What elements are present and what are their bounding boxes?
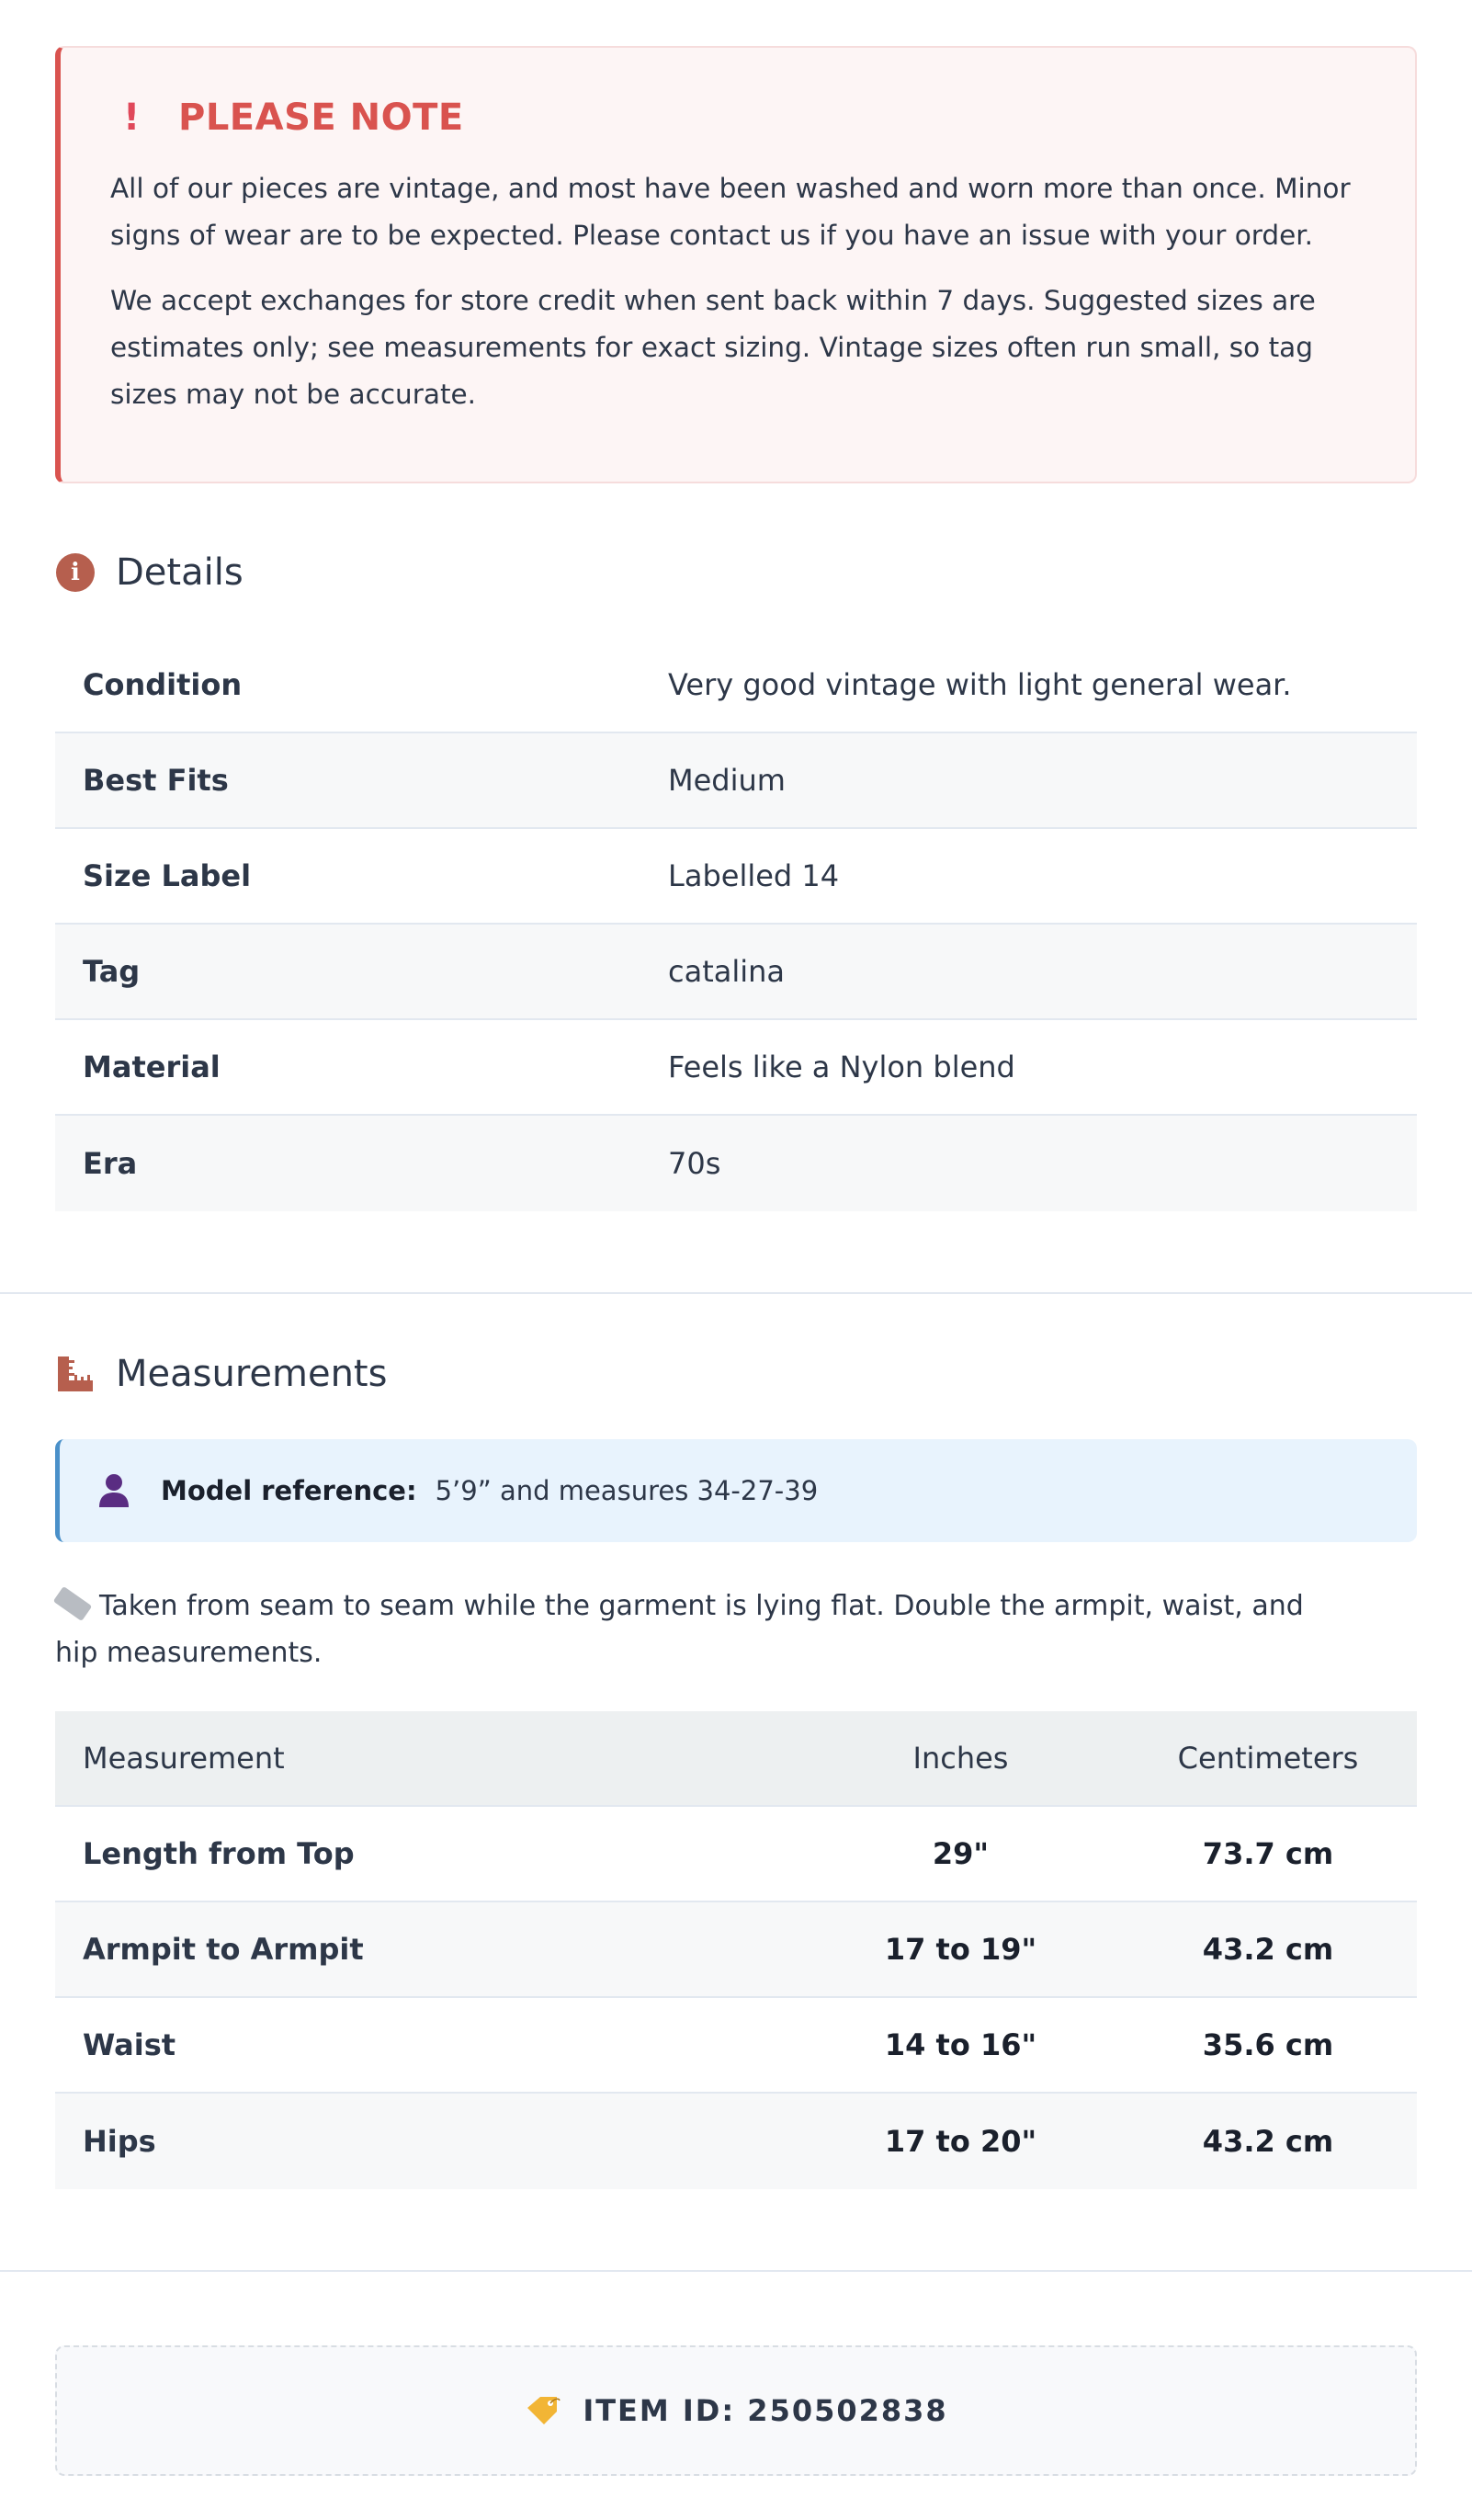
- measurement-name: Hips: [83, 2124, 156, 2159]
- detail-label: Tag: [83, 954, 141, 989]
- measurements-heading: [55, 1353, 387, 1395]
- table-row: [55, 2094, 1417, 2189]
- ruler-icon: [53, 1585, 93, 1620]
- notice-title: PLEASE NOTE: [178, 96, 464, 139]
- section-divider: [0, 1292, 1472, 1294]
- notice-box: [55, 46, 1417, 483]
- measurement-name: Length from Top: [83, 1836, 355, 1871]
- detail-label: Material: [83, 1050, 221, 1084]
- table-row: [55, 925, 1417, 1020]
- detail-label: Condition: [83, 667, 243, 702]
- detail-value: 70s: [668, 1146, 721, 1181]
- detail-label: Era: [83, 1146, 138, 1181]
- section-title: Details: [116, 551, 243, 594]
- person-icon: [96, 1472, 131, 1509]
- measurement-inches: 17 to 19": [884, 1932, 1037, 1967]
- tag-icon: [524, 2395, 560, 2426]
- column-header: Centimeters: [1177, 1741, 1359, 1776]
- table-row: [55, 1020, 1417, 1116]
- measurement-cm: 43.2 cm: [1202, 1932, 1334, 1967]
- details-table: [55, 638, 1417, 1211]
- detail-value: Medium: [668, 763, 786, 798]
- model-reference-label: Model reference:: [161, 1475, 417, 1506]
- measurement-note-text: Taken from seam to seam while the garment is lying flat. Double the armpit, waist, and hip measurements.: [55, 1590, 1304, 1669]
- details-heading: [55, 551, 243, 594]
- measurements-table: [55, 1711, 1417, 2189]
- measurement-inches: 14 to 16": [884, 2027, 1037, 2062]
- section-title: Measurements: [116, 1353, 388, 1395]
- table-row: [55, 1807, 1417, 1902]
- table-row: [55, 638, 1417, 733]
- exclamation-icon: !: [123, 96, 141, 139]
- table-row: [55, 1902, 1417, 1998]
- column-header: Measurement: [83, 1741, 285, 1776]
- notice-paragraph: We accept exchanges for store credit when sent back within 7 days. Suggested sizes are estimates only; see measurements for exact sizing. Vintage sizes often run small, so tag sizes may not be accurate.: [110, 285, 1316, 410]
- measurement-cm: 73.7 cm: [1202, 1836, 1334, 1871]
- item-id-box: [55, 2345, 1417, 2476]
- notice-paragraph: All of our pieces are vintage, and most have been washed and worn more than once. Minor signs of wear are to be expected. Please contact us if you have an issue with your order.: [110, 173, 1351, 251]
- model-reference-value: 5’9” and measures 34-27-39: [435, 1475, 819, 1506]
- info-icon: i: [55, 552, 96, 593]
- table-row: [55, 829, 1417, 925]
- column-header: Inches: [912, 1741, 1009, 1776]
- detail-value: catalina: [668, 954, 786, 989]
- model-reference: [55, 1439, 1417, 1542]
- detail-label: Size Label: [83, 858, 252, 893]
- section-divider: [0, 2270, 1472, 2272]
- table-row: [55, 1998, 1417, 2094]
- measurement-cm: 35.6 cm: [1202, 2027, 1334, 2062]
- table-header-row: [55, 1711, 1417, 1807]
- detail-label: Best Fits: [83, 763, 229, 798]
- detail-value: Labelled 14: [668, 858, 840, 893]
- detail-value: Very good vintage with light general wear.: [668, 667, 1292, 702]
- ruler-combined-icon: [55, 1354, 96, 1394]
- measurement-inches: 29": [932, 1836, 990, 1871]
- measurement-inches: 17 to 20": [884, 2124, 1037, 2159]
- measurement-name: Armpit to Armpit: [83, 1932, 364, 1967]
- table-row: [55, 733, 1417, 829]
- item-id-text: ITEM ID: 250502838: [583, 2393, 948, 2428]
- measurement-cm: 43.2 cm: [1202, 2124, 1334, 2159]
- measurement-note: [55, 1583, 1342, 1676]
- detail-value: Feels like a Nylon blend: [668, 1050, 1015, 1084]
- notice-header: [110, 96, 1365, 139]
- table-row: [55, 1116, 1417, 1211]
- measurement-name: Waist: [83, 2027, 176, 2062]
